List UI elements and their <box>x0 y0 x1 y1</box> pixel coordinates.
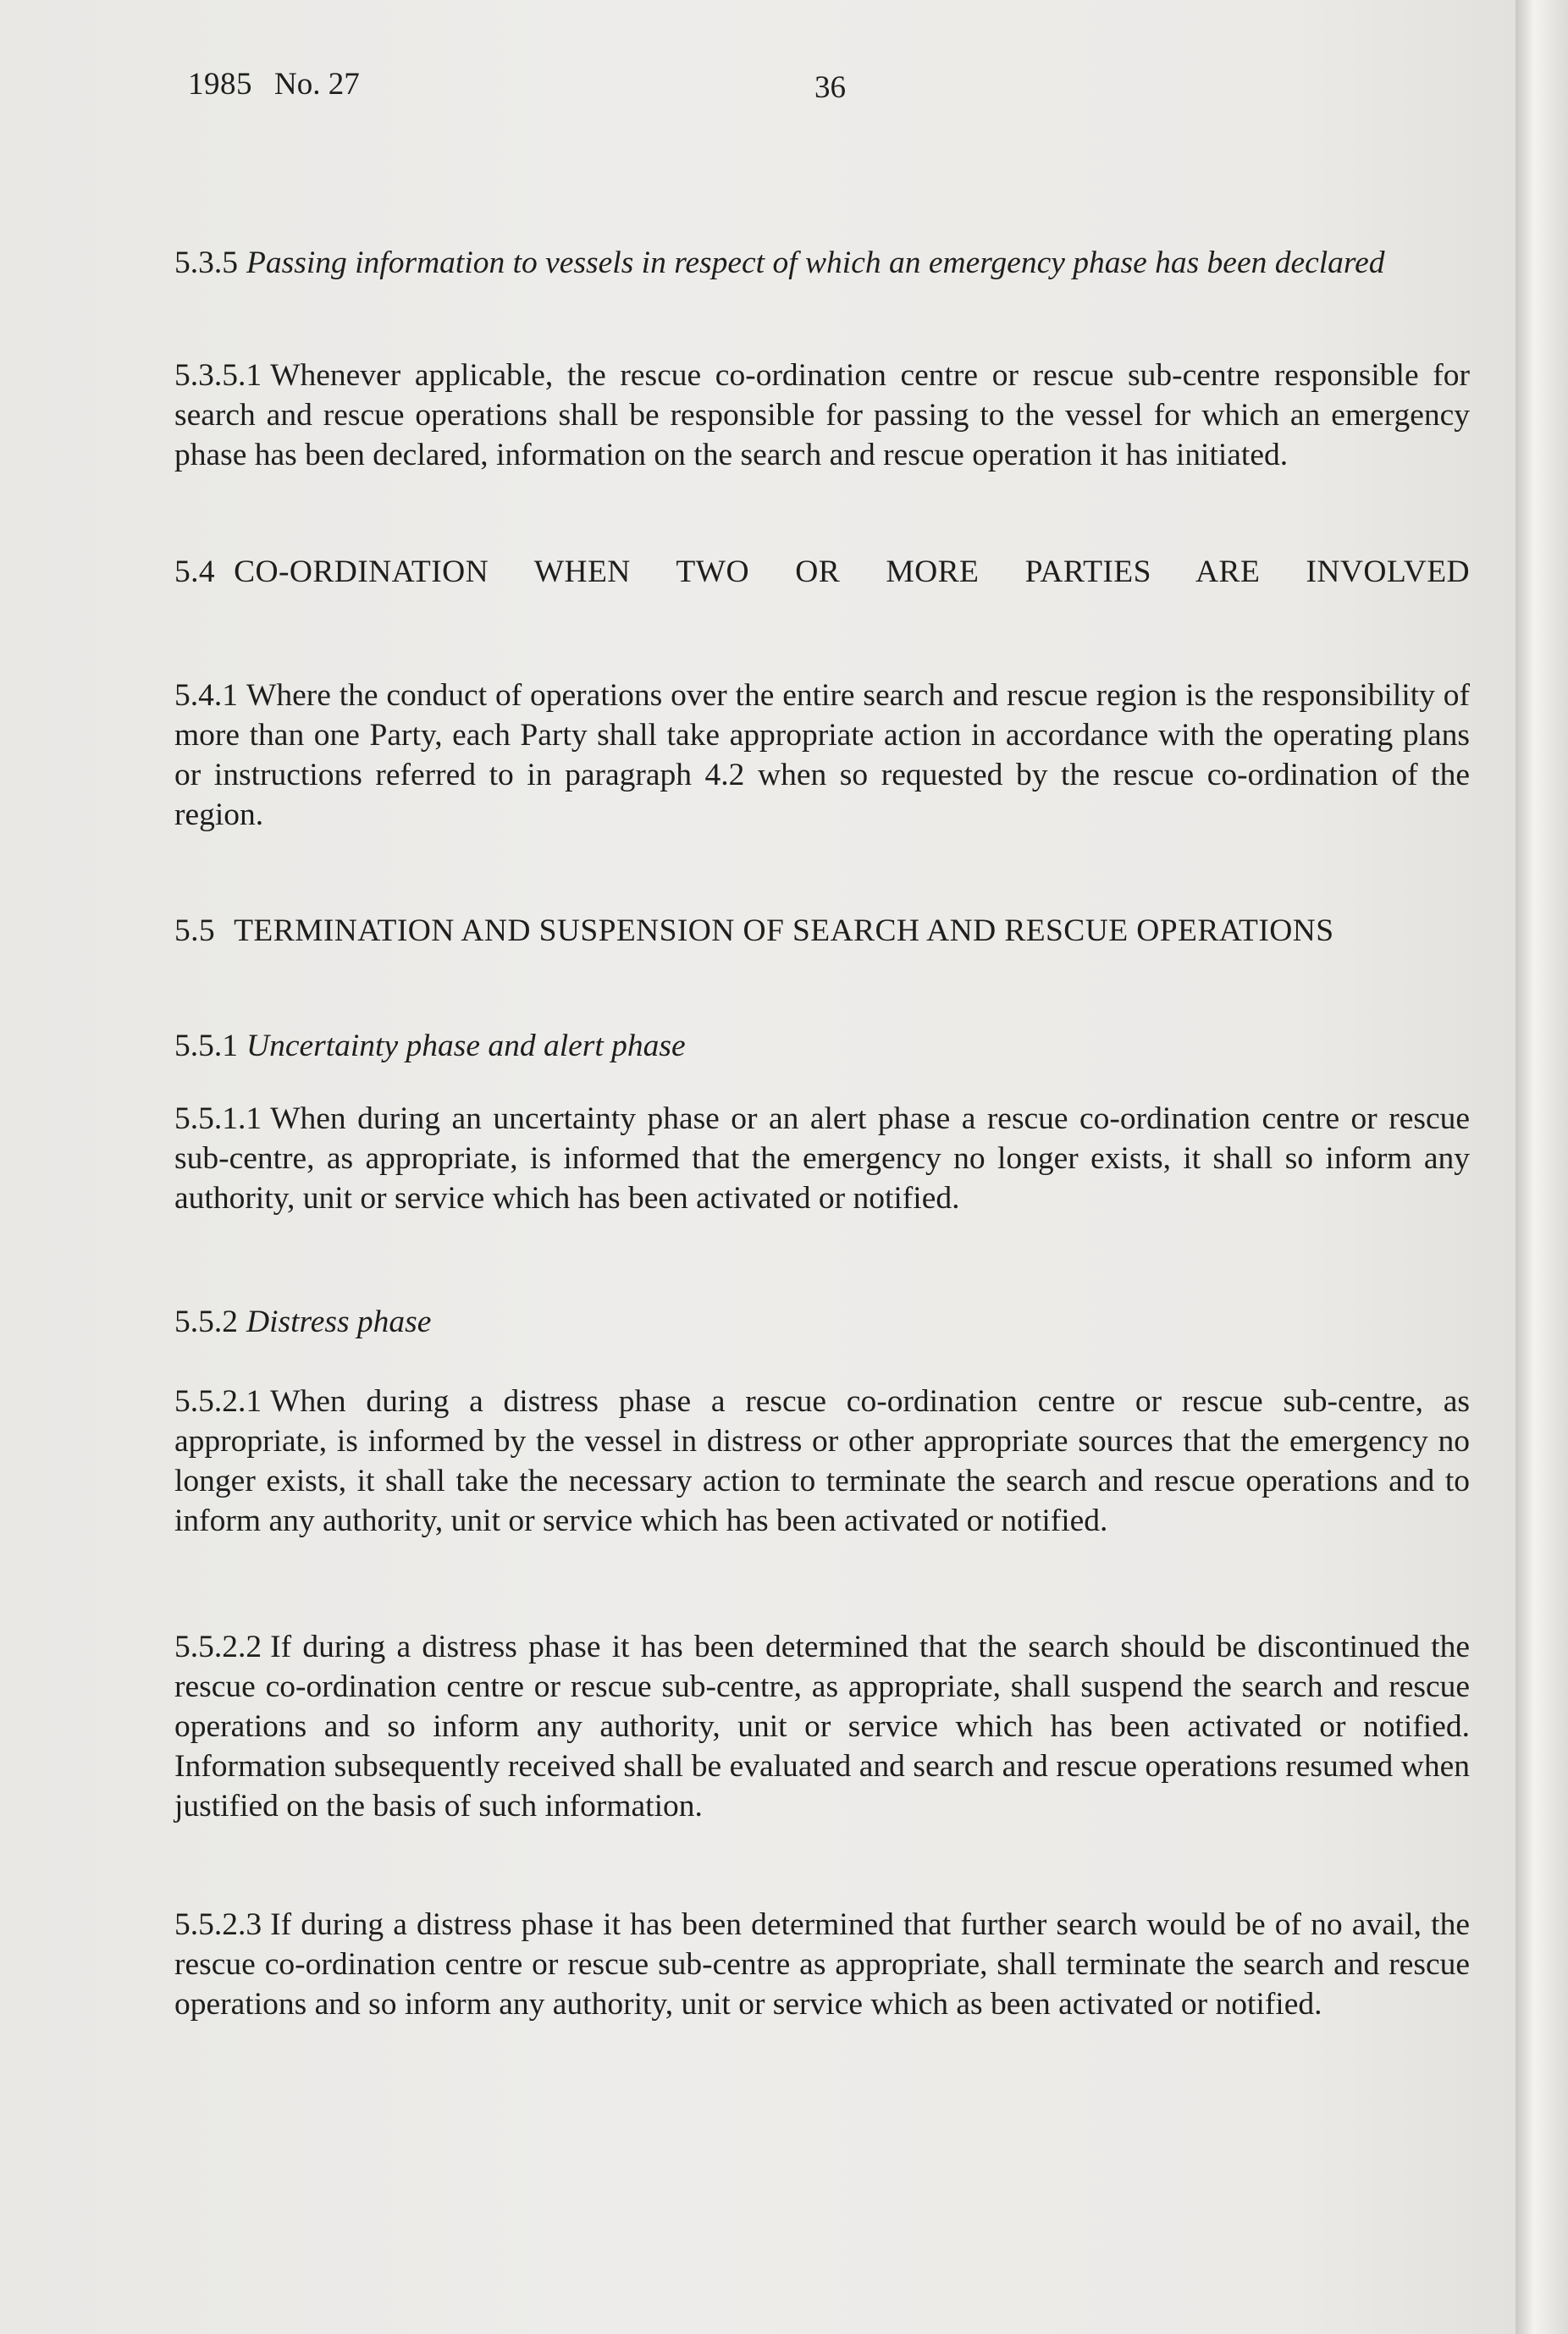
section-number: 5.4 <box>174 555 216 589</box>
paragraph-5-5-1-1 <box>174 1099 1470 1218</box>
paragraph-5-4-1 <box>174 676 1470 835</box>
paragraph-number: 5.3.5.1 <box>174 358 262 393</box>
section-number: 5.5.1 <box>174 1029 238 1063</box>
running-header <box>188 66 360 102</box>
section-5-4-heading <box>174 552 1470 592</box>
paragraph-5-5-2-3 <box>174 1905 1470 2024</box>
section-5-5-1-heading <box>174 1026 1470 1066</box>
section-title: Passing information to vessels in respect of which an emergency phase has been declared <box>246 246 1385 280</box>
paragraph-number: 5.5.2.2 <box>174 1630 262 1664</box>
section-title: Distress phase <box>246 1305 432 1339</box>
section-title: TERMINATION AND SUSPENSION OF SEARCH AND RESCUE OPERATIONS <box>234 913 1334 948</box>
section-5-5-heading <box>174 911 1470 951</box>
section-5-3-5-heading <box>174 243 1470 283</box>
section-title: CO-ORDINATION WHEN TWO OR MORE PARTIES ARE INVOLVED <box>234 555 1470 589</box>
paragraph-5-5-2-2 <box>174 1627 1470 1826</box>
paragraph-number: 5.5.2.3 <box>174 1907 262 1942</box>
section-number: 5.5.2 <box>174 1305 238 1339</box>
paragraph-5-5-2-1 <box>174 1382 1470 1541</box>
paragraph-text: Whenever applicable, the rescue co-ordination centre or rescue sub-centre responsible for search and rescue operations shall be responsible for passing to the vessel for which an emergency phase has been declared, information on the search and rescue operation it has initiated. <box>174 358 1470 472</box>
paragraph-text: When during an uncertainty phase or an alert phase a rescue co-ordination centre or rescue sub-centre, as appropriate, is informed that the emergency no longer exists, it shall so inform any authority, unit or service which has been activated or notified. <box>174 1101 1470 1216</box>
paragraph-text: When during a distress phase a rescue co-ordination centre or rescue sub-centre, as appropriate, is informed by the vessel in distress or other appropriate sources that the emergency no longer exists, it shall take the necessary action to terminate the search and rescue operations and to inform any authority, unit or service which has been activated or notified. <box>174 1384 1470 1538</box>
header-year: 1985 <box>188 67 252 102</box>
header-act-number: No. 27 <box>274 67 360 102</box>
paragraph-number: 5.5.2.1 <box>174 1384 262 1419</box>
paragraph-5-3-5-1 <box>174 356 1470 475</box>
paragraph-text: If during a distress phase it has been determined that the search should be discontinued the rescue co-ordination centre or rescue sub-centre, as appropriate, shall suspend the search and rescue operations and so inform any authority, unit or service which has been activated or notified. Information subsequently received shall be evaluated and search and rescue operations resumed when justified on the basis of such information. <box>174 1630 1470 1824</box>
section-title: Uncertainty phase and alert phase <box>246 1029 686 1063</box>
paragraph-text: Where the conduct of operations over the entire search and rescue region is the responsibility of more than one Party, each Party shall take appropriate action in accordance with the operating plans or instructions referred to in paragraph 4.2 when so requested by the rescue co-ordination of the region. <box>174 678 1470 832</box>
paragraph-number: 5.4.1 <box>174 678 238 713</box>
page-number: 36 <box>814 70 846 105</box>
section-number: 5.5 <box>174 913 216 948</box>
paragraph-number: 5.5.1.1 <box>174 1101 262 1136</box>
section-number: 5.3.5 <box>174 246 238 280</box>
paragraph-text: If during a distress phase it has been determined that further search would be of no avail, the rescue co-ordination centre or rescue sub-centre as appropriate, shall terminate the search and rescue operations and so inform any authority, unit or service which as been activated or notified. <box>174 1907 1470 2022</box>
section-5-5-2-heading <box>174 1302 1470 1342</box>
book-spine-edge <box>1516 0 1568 2334</box>
